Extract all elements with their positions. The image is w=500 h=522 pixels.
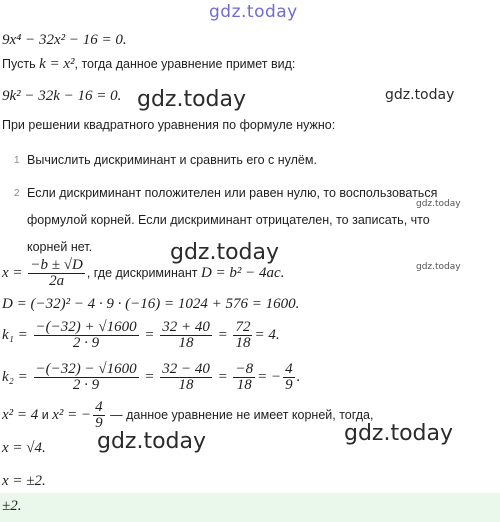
k2-den-1: 2 · 9 — [72, 377, 100, 393]
discriminant-calculation: D = (−32)² − 4 · 9 · (−16) = 1024 + 576 = 1600. — [2, 296, 300, 312]
k2-result-prefix: = − — [257, 368, 282, 385]
k1-den-2: 18 — [178, 335, 194, 351]
substitution-line — [2, 55, 295, 72]
k2-num-4: 4 — [285, 361, 293, 377]
formula-fraction — [28, 258, 84, 289]
k2-fraction-2 — [160, 362, 212, 393]
k2-result-suffix: . — [296, 368, 301, 385]
k1-lhs: k₁ = — [2, 326, 28, 343]
step-2-line-1: Если дискриминант положителен или равен нулю, то воспользоваться — [27, 186, 438, 200]
k1-fraction-2 — [160, 320, 212, 351]
k1-fraction-3 — [233, 320, 252, 351]
answer-bar — [0, 493, 500, 522]
k2-fraction-1 — [34, 362, 139, 393]
formula-discriminant: D = b² − 4ac. — [200, 265, 285, 282]
plus-minus-line: x = ±2. — [2, 473, 46, 489]
k2-fraction-3 — [233, 362, 255, 393]
substitution-suffix: , тогда данное уравнение примет вид: — [74, 57, 296, 71]
watermark-6: gdz.today — [97, 429, 207, 454]
k2-lhs: k₂ = — [2, 368, 28, 385]
substitution-expression: k = x² — [39, 56, 75, 72]
step-2-line-2: формулой корней. Если дискриминант отрицателен, то записать, что — [27, 213, 430, 227]
k1-result: = 4. — [254, 326, 280, 343]
k1-calculation: k₁ = $\frac{-(-32) + √1600}{2 \cdot 9}$ = $\frac{32 + 40}{18}$ = $\frac{72}{18}$ = 4. — [2, 319, 280, 351]
watermark-3: gdz.today — [416, 199, 461, 209]
k2-num-2: 32 − 40 — [162, 361, 210, 377]
watermark-4: gdz.today — [170, 240, 280, 265]
k1-num-3: 72 — [235, 319, 251, 335]
cases-fraction — [93, 400, 105, 431]
final-answer: ±2. — [2, 498, 22, 514]
step-1-number: 1 — [14, 155, 20, 166]
substitution-prefix: Пусть — [2, 57, 40, 71]
case-x2-negative: x² = − — [52, 407, 92, 424]
k2-den-3: 18 — [236, 377, 252, 393]
watermark-7: gdz.today — [344, 421, 454, 446]
k1-num-1: −(−32) + √1600 — [35, 319, 137, 335]
watermark-5: gdz.today — [416, 262, 461, 272]
step-1-text: Вычислить дискриминант и сравнить его с нулём. — [27, 153, 317, 167]
equation-quadratic: 9k² − 32k − 16 = 0. — [2, 88, 122, 104]
formula-denominator: 2a — [49, 273, 65, 289]
formula-numerator: −b ± √D — [30, 257, 83, 273]
k1-den-1: 2 · 9 — [72, 335, 100, 351]
k2-den-4: 9 — [285, 377, 293, 393]
header-watermark: gdz.today — [209, 2, 298, 22]
watermark-1: gdz.today — [137, 87, 247, 112]
k2-num-3: −8 — [235, 361, 254, 377]
cases-and: и — [38, 408, 53, 423]
cases-frac-den: 9 — [95, 415, 103, 431]
watermark-2: gdz.today — [385, 87, 455, 103]
k2-fraction-4 — [283, 362, 295, 393]
step-2-line-3: корней нет. — [27, 240, 93, 254]
sqrt-line: x = √4. — [2, 440, 46, 456]
formula-lhs: x = — [2, 265, 23, 282]
k2-num-1: −(−32) − √1600 — [35, 361, 137, 377]
cases-frac-num: 4 — [95, 399, 103, 415]
k1-num-2: 32 + 40 — [162, 319, 210, 335]
formula-mid-text: , где дискриминант — [86, 266, 201, 281]
k2-calculation: k₂ = $\frac{-(-32) - √1600}{2 \cdot 9}$ = $\frac{32 - 40}{18}$ = $\frac{-8}{18}$ = − $\frac{4}{9}$ . — [2, 361, 301, 393]
k2-den-2: 18 — [178, 377, 194, 393]
equation-original: 9x⁴ − 32x² − 16 = 0. — [2, 32, 127, 48]
method-intro: При решении квадратного уравнения по формуле нужно: — [2, 118, 336, 132]
cases-line — [2, 400, 373, 431]
k1-fraction-1 — [34, 320, 139, 351]
cases-tail: — данное уравнение не имеет корней, тогда, — [106, 408, 374, 423]
k1-den-3: 18 — [235, 335, 251, 351]
step-2-number: 2 — [14, 188, 20, 199]
case-x2-equals-4: x² = 4 — [2, 407, 39, 424]
